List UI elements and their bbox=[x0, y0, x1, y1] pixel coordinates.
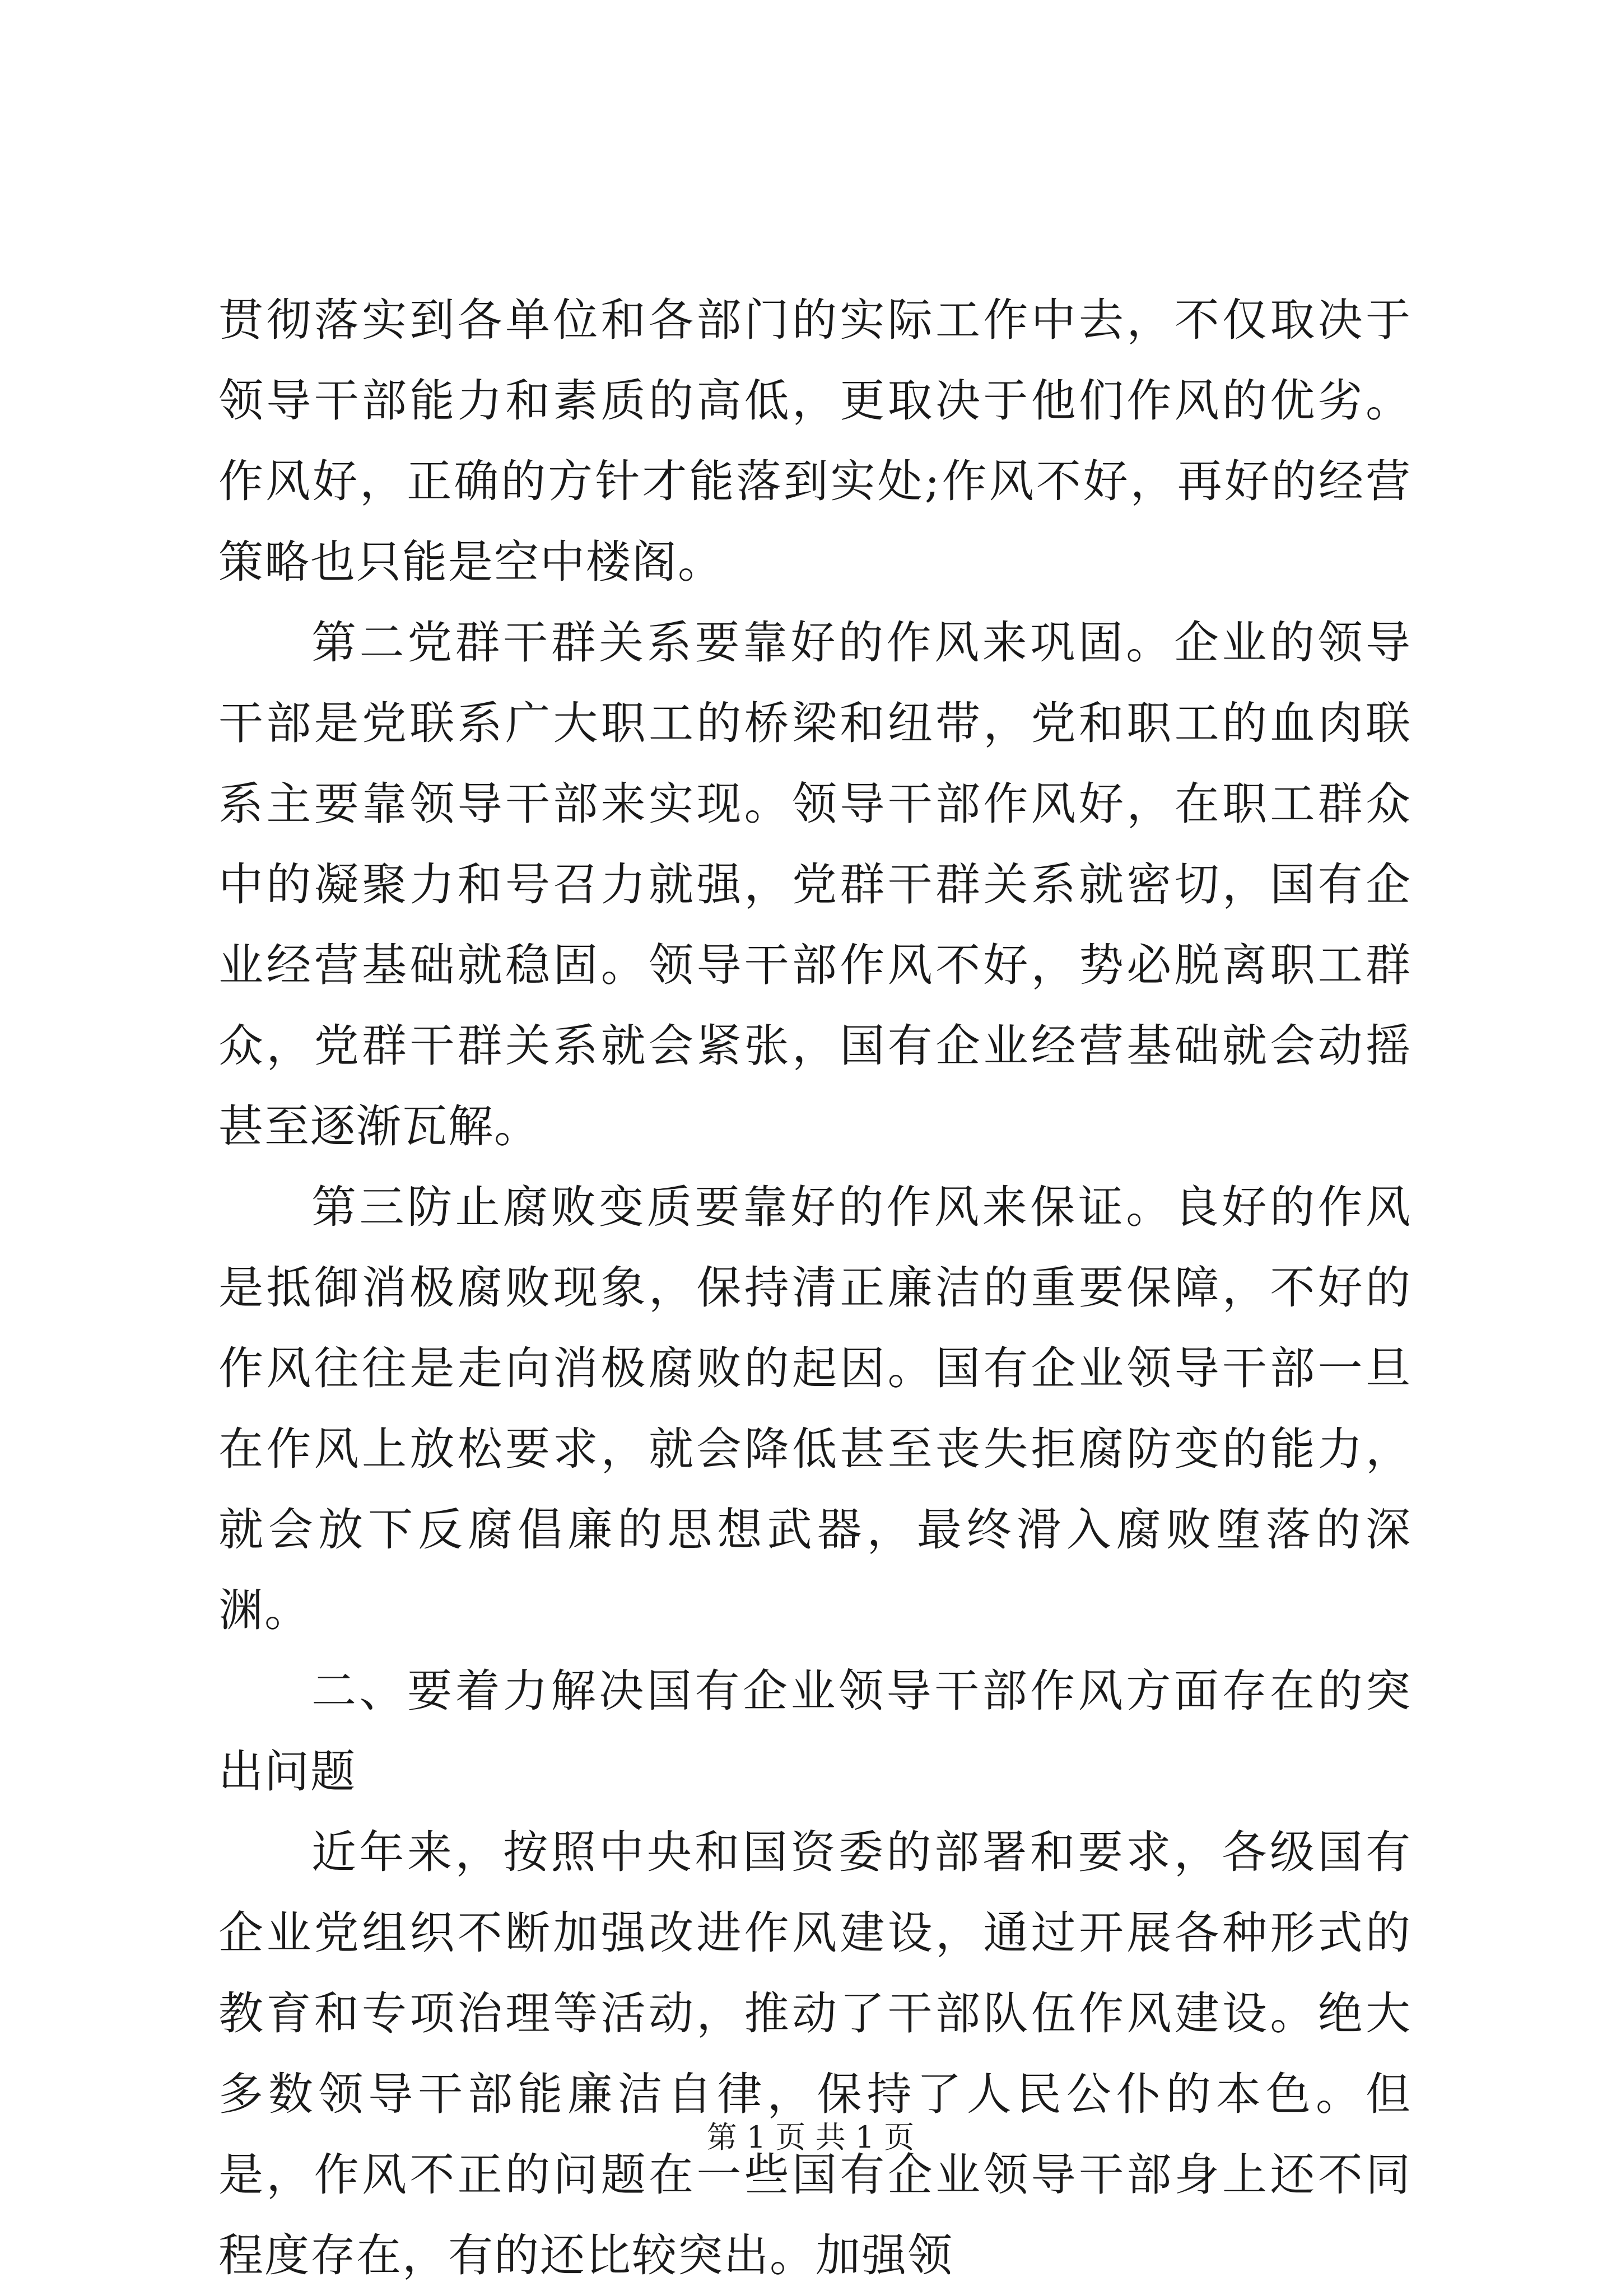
paragraph-third-point: 第三防止腐败变质要靠好的作风来保证。良好的作风是抵御消极腐败现象，保持清正廉洁的重要保障，不好的作风往往是走向消极腐败的起因。国有企业领导干部一旦在作风上放松要求，就会降低甚至丧失拒腐防变的能力，就会放下反腐倡廉的思想武器，最终滑入腐败堕落的深渊。 bbox=[218, 1181, 1412, 1636]
page-footer: 第 1 页 共 1 页 bbox=[706, 2120, 915, 2155]
section-heading: 二、要着力解决国有企业领导干部作风方面存在的突出问题 bbox=[218, 1665, 1412, 1798]
paragraph-second-point: 第二党群干群关系要靠好的作风来巩固。企业的领导干部是党联系广大职工的桥梁和纽带，党和职工的血肉联系主要靠领导干部来实现。领导干部作风好，在职工群众中的凝聚力和号召力就强，党群干群关系就密切，国有企业经营基础就稳固。领导干部作风不好，势必脱离职工群众，党群干群关系就会紧张，国有企业经营基础就会动摇甚至逐渐瓦解。 bbox=[218, 617, 1412, 1152]
paragraph-recent-years: 近年来，按照中央和国资委的部署和要求，各级国有企业党组织不断加强改进作风建设，通过开展各种形式的教育和专项治理等活动，推动了干部队伍作风建设。绝大多数领导干部能廉洁自律，保持了人民公仆的本色。但是，作风不正的问题在一些国有企业领导干部身上还不同程度存在，有的还比较突出。加强领 bbox=[218, 1826, 1412, 2281]
document-body bbox=[218, 280, 1412, 2296]
paragraph-continuation: 贯彻落实到各单位和各部门的实际工作中去，不仅取决于领导干部能力和素质的高低，更取决于他们作风的优劣。作风好，正确的方针才能落到实处;作风不好，再好的经营策略也只能是空中楼阁。 bbox=[218, 294, 1412, 588]
